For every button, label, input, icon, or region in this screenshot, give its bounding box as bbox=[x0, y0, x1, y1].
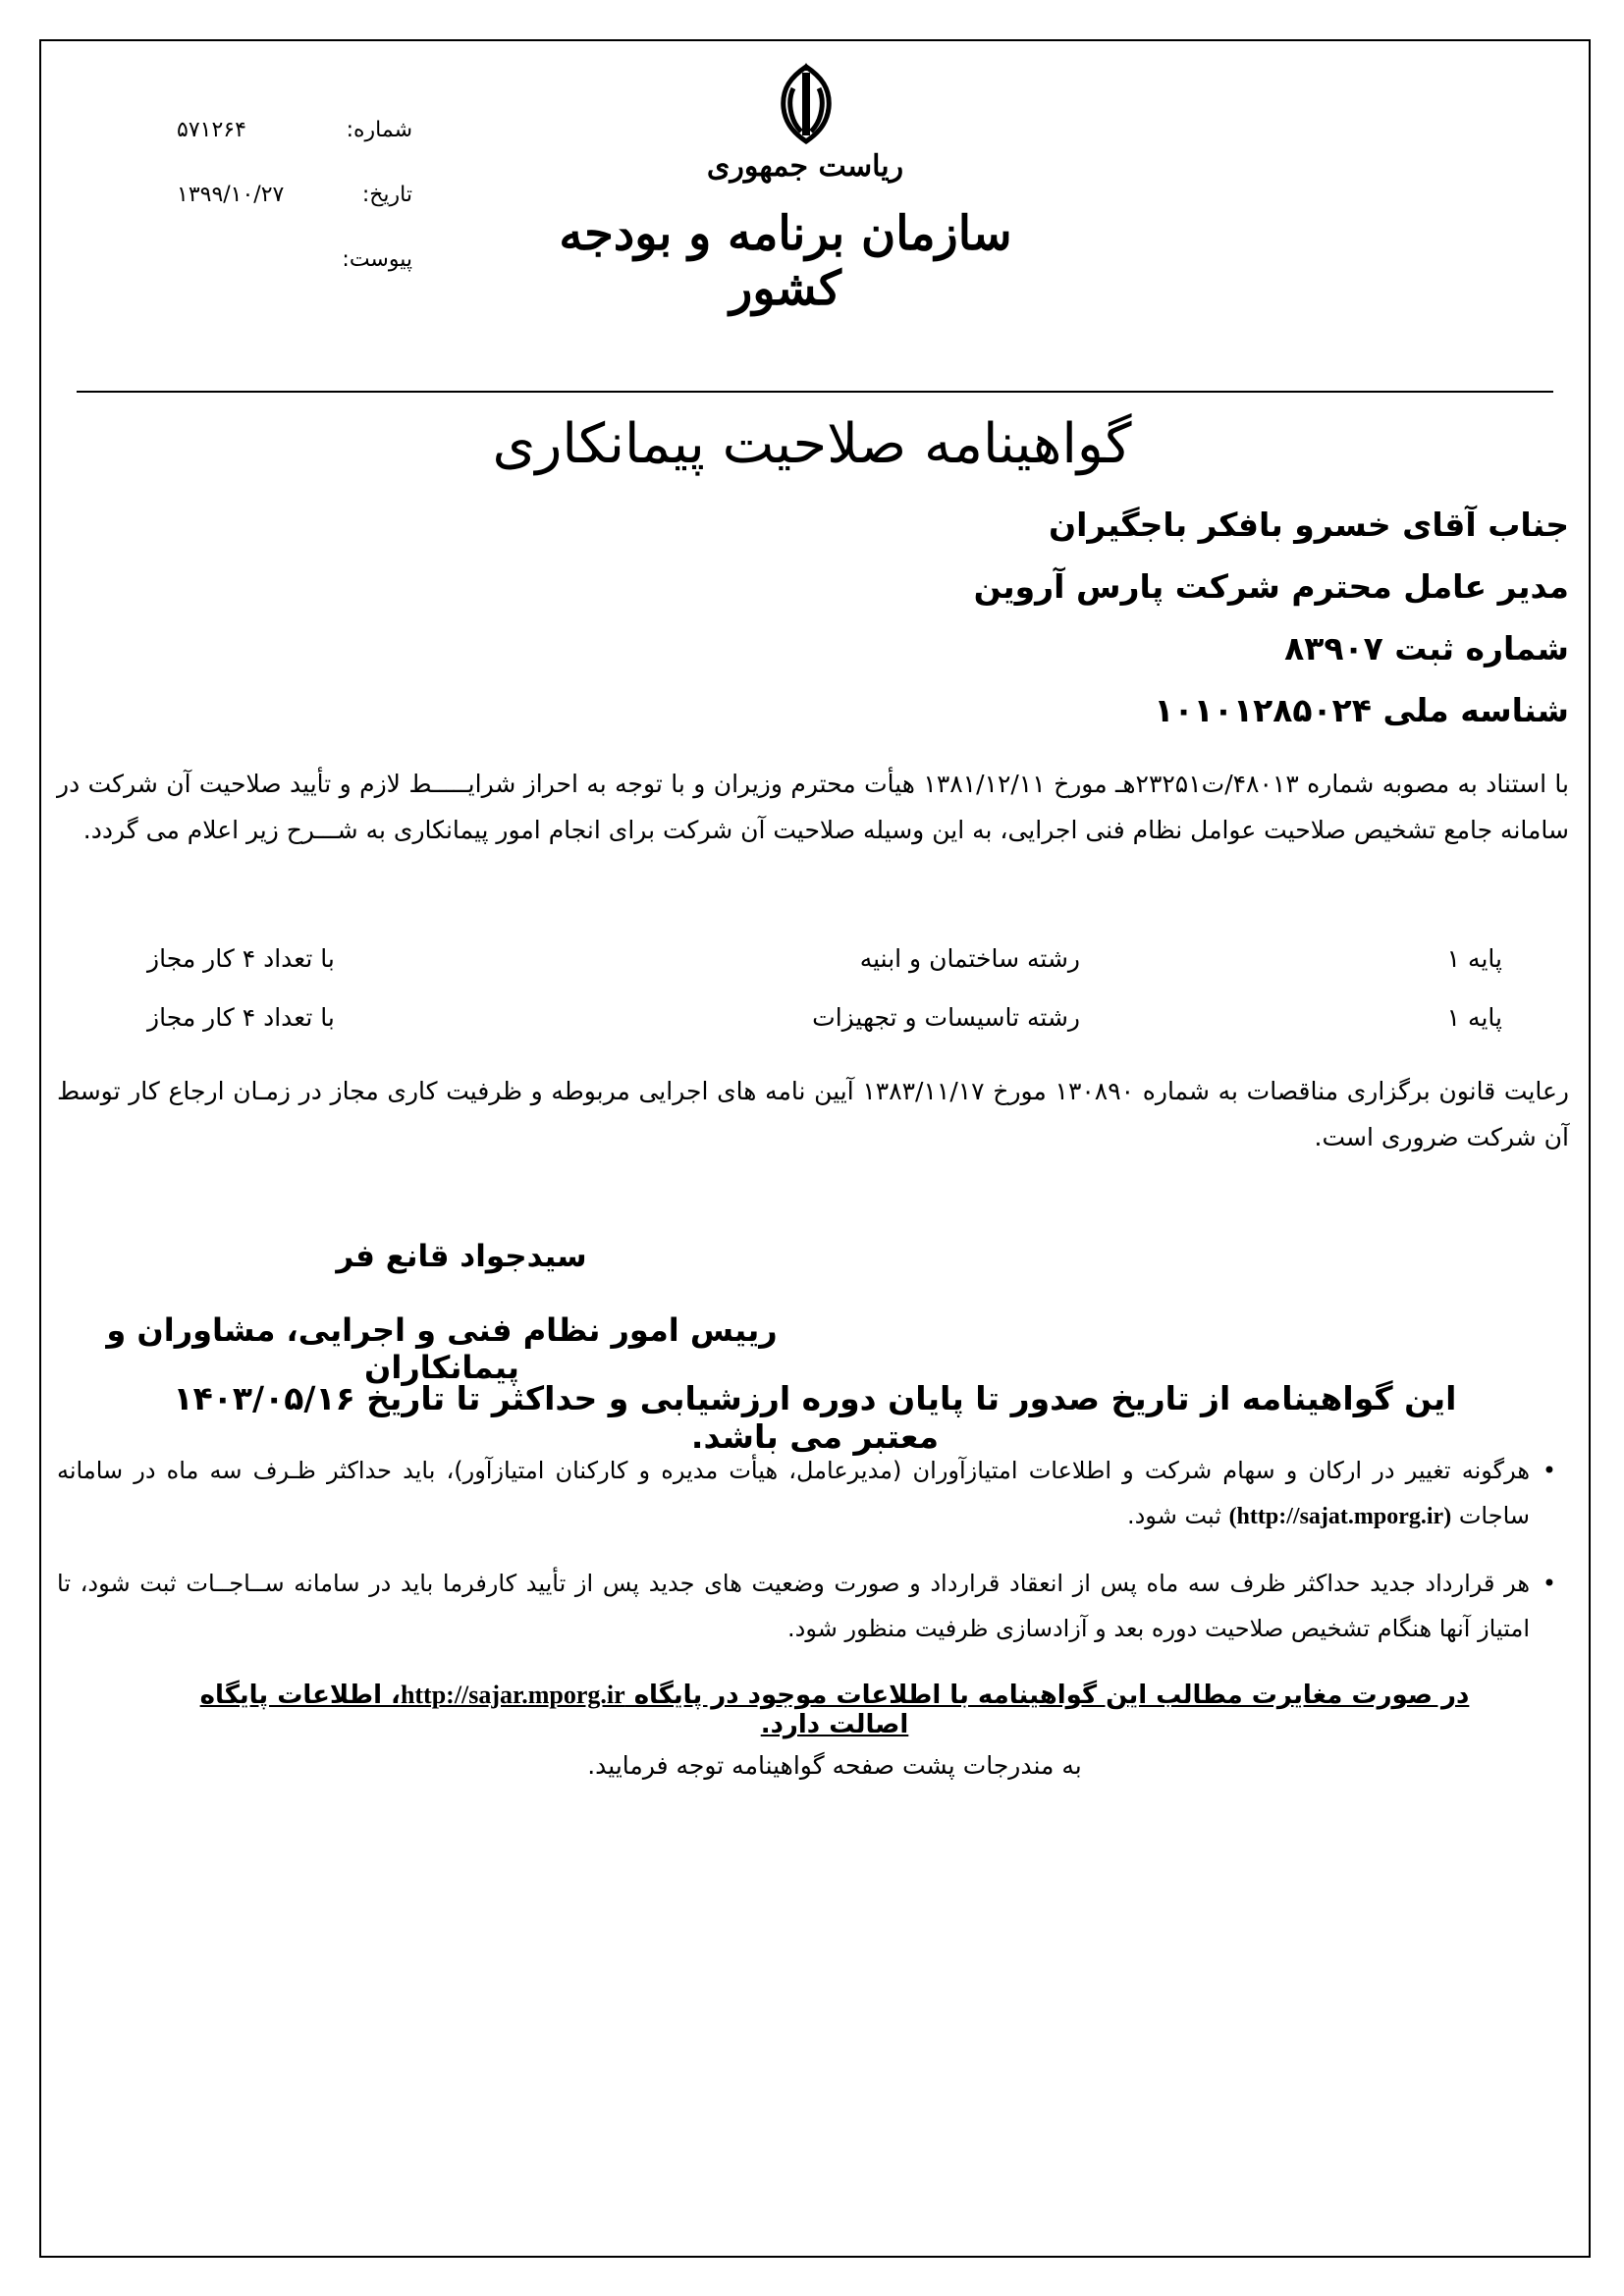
grade-row bbox=[147, 944, 1502, 984]
bullet-icon: • bbox=[1542, 1457, 1557, 1484]
divider bbox=[77, 391, 1553, 393]
grade-level: پایه ۱ bbox=[1446, 1003, 1502, 1032]
note-item bbox=[57, 1448, 1569, 1539]
signatory-name: سیدجواد قانع فر bbox=[336, 1239, 587, 1274]
registration-number: شماره ثبت ۸۳۹۰۷ bbox=[1284, 629, 1569, 667]
grade-count: با تعداد ۴ کار مجاز bbox=[147, 1003, 335, 1032]
sajar-link[interactable]: http://sajar.mporg.ir bbox=[400, 1681, 625, 1709]
recipient-name: جناب آقای خسرو بافکر باجگیران bbox=[1048, 506, 1569, 544]
warning-text-end: ، اطلاعات پایگاه اصالت دارد. bbox=[199, 1681, 909, 1739]
grade-level: پایه ۱ bbox=[1446, 944, 1502, 973]
emblem-icon bbox=[762, 59, 850, 147]
date-row bbox=[177, 181, 412, 208]
validity-statement: این گواهینامه از تاریخ صدور تا پایان دوره ارزشیابی و حداکثر تا تاریخ ۱۴۰۳/۰۵/۱۶ معتبر می باشد. bbox=[173, 1379, 1457, 1456]
discrepancy-warning bbox=[167, 1681, 1502, 1739]
document-title: گواهینامه صلاحیت پیمانکاری bbox=[492, 412, 1132, 476]
grade-count: با تعداد ۴ کار مجاز bbox=[147, 944, 335, 973]
compliance-paragraph: رعایت قانون برگزاری مناقصات به شماره ۱۳۰۸۹۰ مورخ ۱۳۸۳/۱۱/۱۷ آیین نامه های اجرایی مربوطه و ظرفیت کاری مجاز در زمـان ارجاع کار توسط آن شرکت ضروری است. bbox=[57, 1077, 1570, 1151]
grade-field: رشته تاسیسات و تجهیزات bbox=[812, 1003, 1080, 1032]
signatory-title: رییس امور نظام فنی و اجرایی، مشاوران و پیمانکاران bbox=[106, 1311, 778, 1386]
note-text: هرگونه تغییر در ارکان و سهام شرکت و اطلاعات امتیازآوران (مدیرعامل، هیأت مدیره و کارکنان امتیازآور)، باید حداکثر ظـرف سه ماه در سامانه ساجات bbox=[57, 1457, 1530, 1529]
letter-meta bbox=[177, 116, 412, 310]
recipient-position: مدیر عامل محترم شرکت پارس آروین bbox=[973, 567, 1569, 606]
body-paragraph: با استناد به مصوبه شماره ۴۸۰۱۳/ت۲۳۲۵۱هـ مورخ ۱۳۸۱/۱۲/۱۱ هیأت محترم وزیران و با توجه به احراز شرایـــــط لازم و تأیید صلاحیت آن شرکت در سامانه جامع تشخیص صلاحیت عوامل نظام فنی اجرایی، به این وسیله صلاحیت آن شرکت برای انجام امور پیمانکاری به شـــرح زیر اعلام می گردد. bbox=[57, 770, 1570, 844]
org-name: سازمان برنامه و بودجه کشور bbox=[559, 206, 1012, 316]
attachment-row bbox=[177, 245, 412, 273]
national-id: شناسه ملی ۱۰۱۰۱۲۸۵۰۲۴ bbox=[1154, 691, 1569, 729]
grade-field: رشته ساختمان و ابنیه bbox=[859, 944, 1080, 973]
number-label: شماره: bbox=[346, 117, 412, 142]
warning-text: در صورت مغایرت مطالب این گواهینامه با اطلاعات موجود در پایگاه bbox=[624, 1681, 1470, 1710]
note-text: هر قرارداد جدید حداکثر ظرف سه ماه پس از انعقاد قرارداد و صورت وضعیت های جدید پس از تأیید کارفرما باید در سامانه ســاجــات ثبت شود، تا امتیاز آنها هنگام تشخیص صلاحیت دوره بعد و آزادسازی ظرفیت منظور شود. bbox=[57, 1570, 1530, 1642]
note-text-end: ثبت شود. bbox=[1126, 1502, 1229, 1529]
number-value: ۵۷۱۲۶۴ bbox=[177, 117, 246, 142]
org-subtitle: ریاست جمهوری bbox=[706, 149, 904, 184]
attachment-label: پیوست: bbox=[342, 246, 412, 272]
number-row bbox=[177, 116, 412, 143]
date-label: تاریخ: bbox=[361, 182, 412, 207]
footer-note: به مندرجات پشت صفحه گواهینامه توجه فرمایید. bbox=[587, 1751, 1082, 1780]
grade-row bbox=[147, 1003, 1502, 1042]
bullet-icon: • bbox=[1542, 1570, 1557, 1597]
note-item bbox=[57, 1561, 1569, 1651]
date-value: ۱۳۹۹/۱۰/۲۷ bbox=[177, 182, 285, 207]
sajat-link[interactable]: (http://sajat.mporg.ir) bbox=[1228, 1504, 1452, 1529]
